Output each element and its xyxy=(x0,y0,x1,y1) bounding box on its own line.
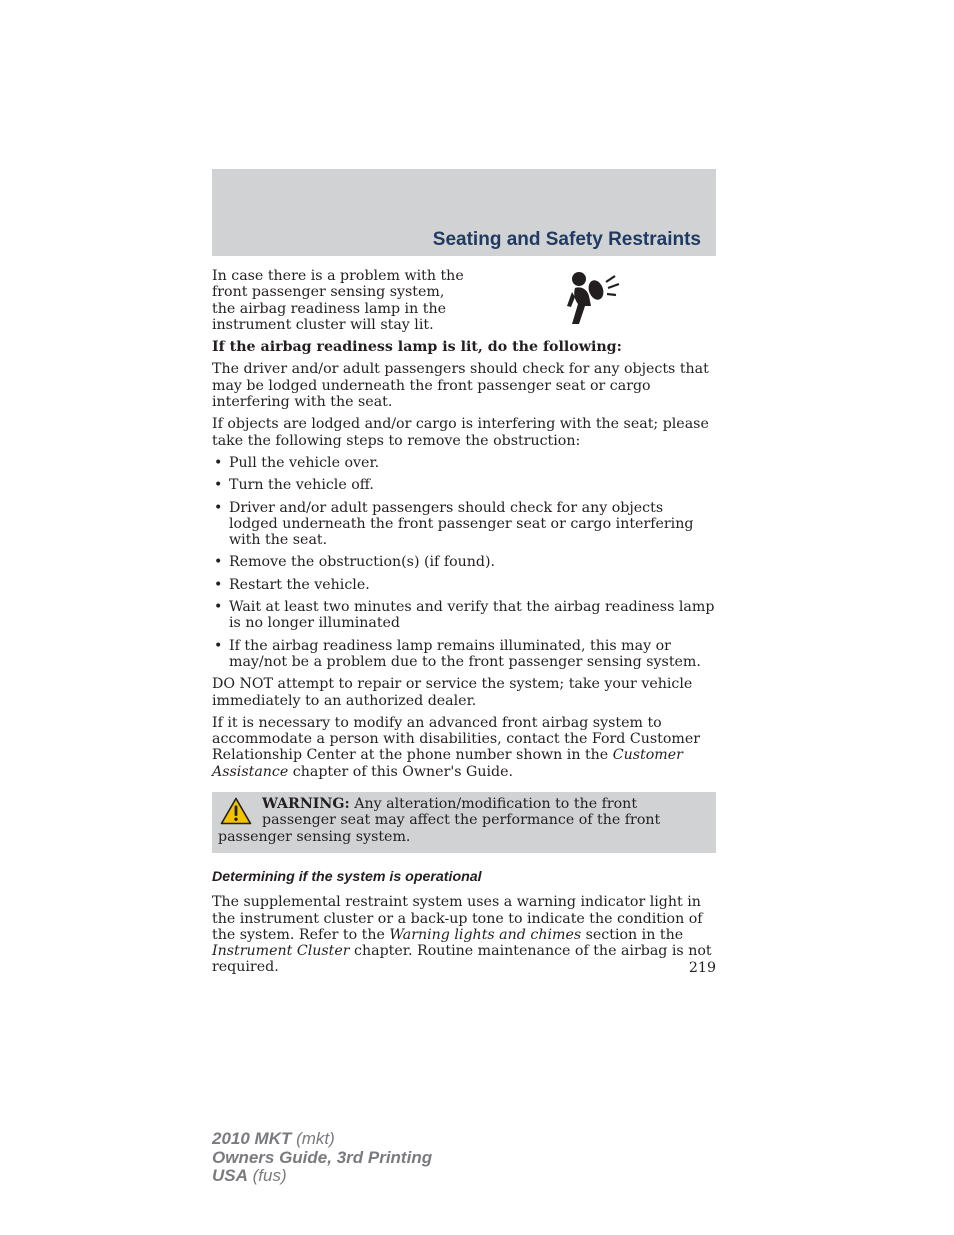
warning-label: WARNING: xyxy=(262,796,350,813)
page-content xyxy=(212,268,716,982)
subheading: Determining if the system is operational xyxy=(212,868,482,885)
list-item: • Turn the vehicle off. xyxy=(212,477,716,493)
footer-region: USA xyxy=(212,1166,248,1185)
instrument-cluster-reference: Instrument Cluster xyxy=(212,943,350,960)
modify-text-after: chapter of this Owner's Guide. xyxy=(288,763,514,780)
warning-lights-reference: Warning lights and chimes xyxy=(389,926,582,943)
section-title: Seating and Safety Restraints xyxy=(432,229,701,250)
page-number: 219 xyxy=(688,960,716,976)
steps-intro-paragraph: If objects are lodged and/or cargo is interfering with the seat; please take the following steps to remove the obstruction: xyxy=(212,416,709,449)
intro-paragraph: In case there is a problem with the front passenger sensing system, the airbag readiness lamp in the instrument cluster will stay lit. xyxy=(212,268,464,333)
intro-block xyxy=(212,268,716,339)
footer-model-code: (mkt) xyxy=(291,1129,335,1148)
list-item: • Wait at least two minutes and verify that the airbag readiness lamp is no longer illuminated xyxy=(212,599,716,632)
warning-box xyxy=(212,792,716,853)
footer-line-model xyxy=(212,1130,432,1149)
srs-paragraph xyxy=(212,894,716,975)
warning-triangle-icon xyxy=(220,797,252,825)
list-item: • If the airbag readiness lamp remains illuminated, this may or may/not be a problem due to the front passenger sensing system. xyxy=(212,638,716,671)
section-header-band xyxy=(212,169,716,256)
list-item: • Restart the vehicle. xyxy=(212,577,716,593)
footer-region-code: (fus) xyxy=(247,1166,287,1185)
footer-printing: Owners Guide, 3rd Printing xyxy=(212,1147,433,1167)
check-paragraph: The driver and/or adult passengers should check for any objects that may be lodged underneath the front passenger seat or cargo interfering with the seat. xyxy=(212,361,709,411)
srs-text-1: The supplemental restraint system uses a warning indicator light in the instrument cluster or a back-up tone to indicate the condition of the system. Refer to the xyxy=(212,894,703,943)
warning-text: Any alteration/modification to the front passenger seat may affect the performance of the front passenger sensing system. xyxy=(218,796,661,845)
list-item: • Remove the obstruction(s) (if found). xyxy=(212,554,716,570)
footer-line-region xyxy=(212,1167,432,1186)
modify-text-before: If it is necessary to modify an advanced front airbag system to accommodate a person with disabilities, contact the Ford Customer Relationship Center at the phone number shown in the xyxy=(212,714,701,764)
do-not-paragraph: DO NOT attempt to repair or service the system; take your vehicle immediately to an authorized dealer. xyxy=(212,676,693,709)
steps-list xyxy=(212,455,716,670)
bold-instruction: If the airbag readiness lamp is lit, do the following: xyxy=(212,339,622,356)
customer-assistance-reference: Customer Assistance xyxy=(212,747,683,780)
srs-text-2: section in the xyxy=(581,926,684,943)
airbag-readiness-icon xyxy=(563,268,623,324)
document-footer xyxy=(212,1130,432,1186)
list-item: • Pull the vehicle over. xyxy=(212,455,716,471)
srs-text-3: chapter. Routine maintenance of the airbag is not required. xyxy=(212,943,712,976)
list-item: • Driver and/or adult passengers should check for any objects lodged underneath the front passenger seat or cargo interfering with the seat. xyxy=(212,500,716,549)
modify-paragraph xyxy=(212,715,716,780)
footer-model: 2010 MKT xyxy=(212,1129,292,1148)
